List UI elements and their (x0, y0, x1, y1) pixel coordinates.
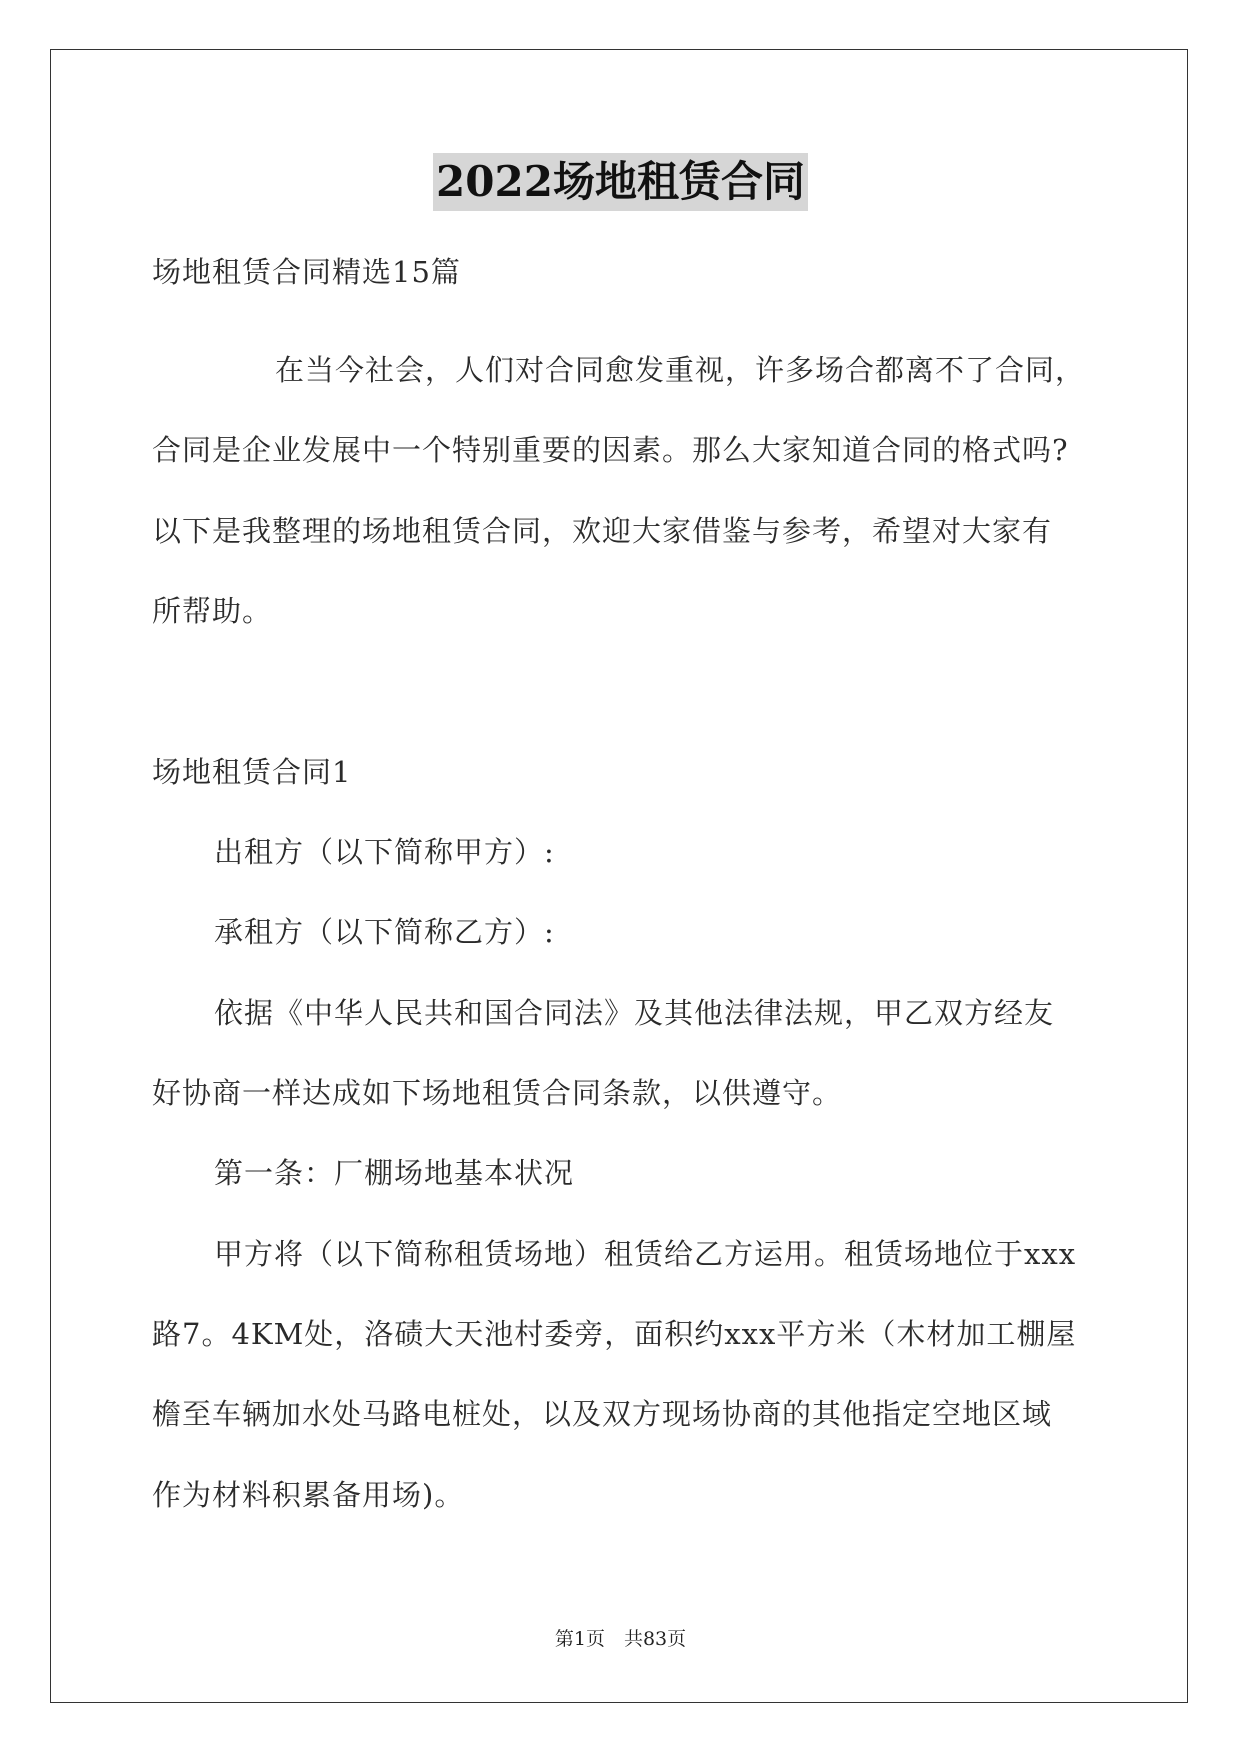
paragraph-line: 好协商一样达成如下场地租赁合同条款，以供遵守。 (152, 1076, 843, 1110)
section-heading: 场地租赁合同1 (152, 755, 352, 789)
paragraph-line: 所帮助。 (152, 594, 273, 628)
paragraph-line: 合同是企业发展中一个特别重要的因素。那么大家知道合同的格式吗? (152, 433, 1069, 467)
paragraph-line: 承租方（以下简称乙方）: (214, 915, 555, 949)
paragraph-line: 路7。4KM处，洛碛大天池村委旁，面积约xxx平方米（木材加工棚屋 (152, 1317, 1077, 1351)
document-title: 2022场地租赁合同 (433, 153, 808, 211)
paragraph-line: 甲方将（以下简称租赁场地）租赁给乙方运用。租赁场地位于xxx (214, 1237, 1077, 1271)
paragraph-line: 在当今社会，人们对合同愈发重视，许多场合都离不了合同， (275, 353, 1086, 387)
page-border (50, 49, 1188, 1703)
title-container (0, 153, 1241, 211)
paragraph-line: 第一条：厂棚场地基本状况 (214, 1156, 575, 1190)
paragraph-line: 依据《中华人民共和国合同法》及其他法律法规，甲乙双方经友 (214, 996, 1055, 1030)
page-number-footer: 第1页 共83页 (554, 1628, 687, 1650)
paragraph-line: 檐至车辆加水处马路电桩处，以及双方现场协商的其他指定空地区域 (152, 1397, 1053, 1431)
paragraph-line: 作为材料积累备用场)。 (152, 1478, 465, 1512)
document-subtitle: 场地租赁合同精选15篇 (152, 255, 461, 289)
paragraph-line: 出租方（以下简称甲方）: (214, 835, 555, 869)
paragraph-line: 以下是我整理的场地租赁合同，欢迎大家借鉴与参考，希望对大家有 (152, 514, 1053, 548)
